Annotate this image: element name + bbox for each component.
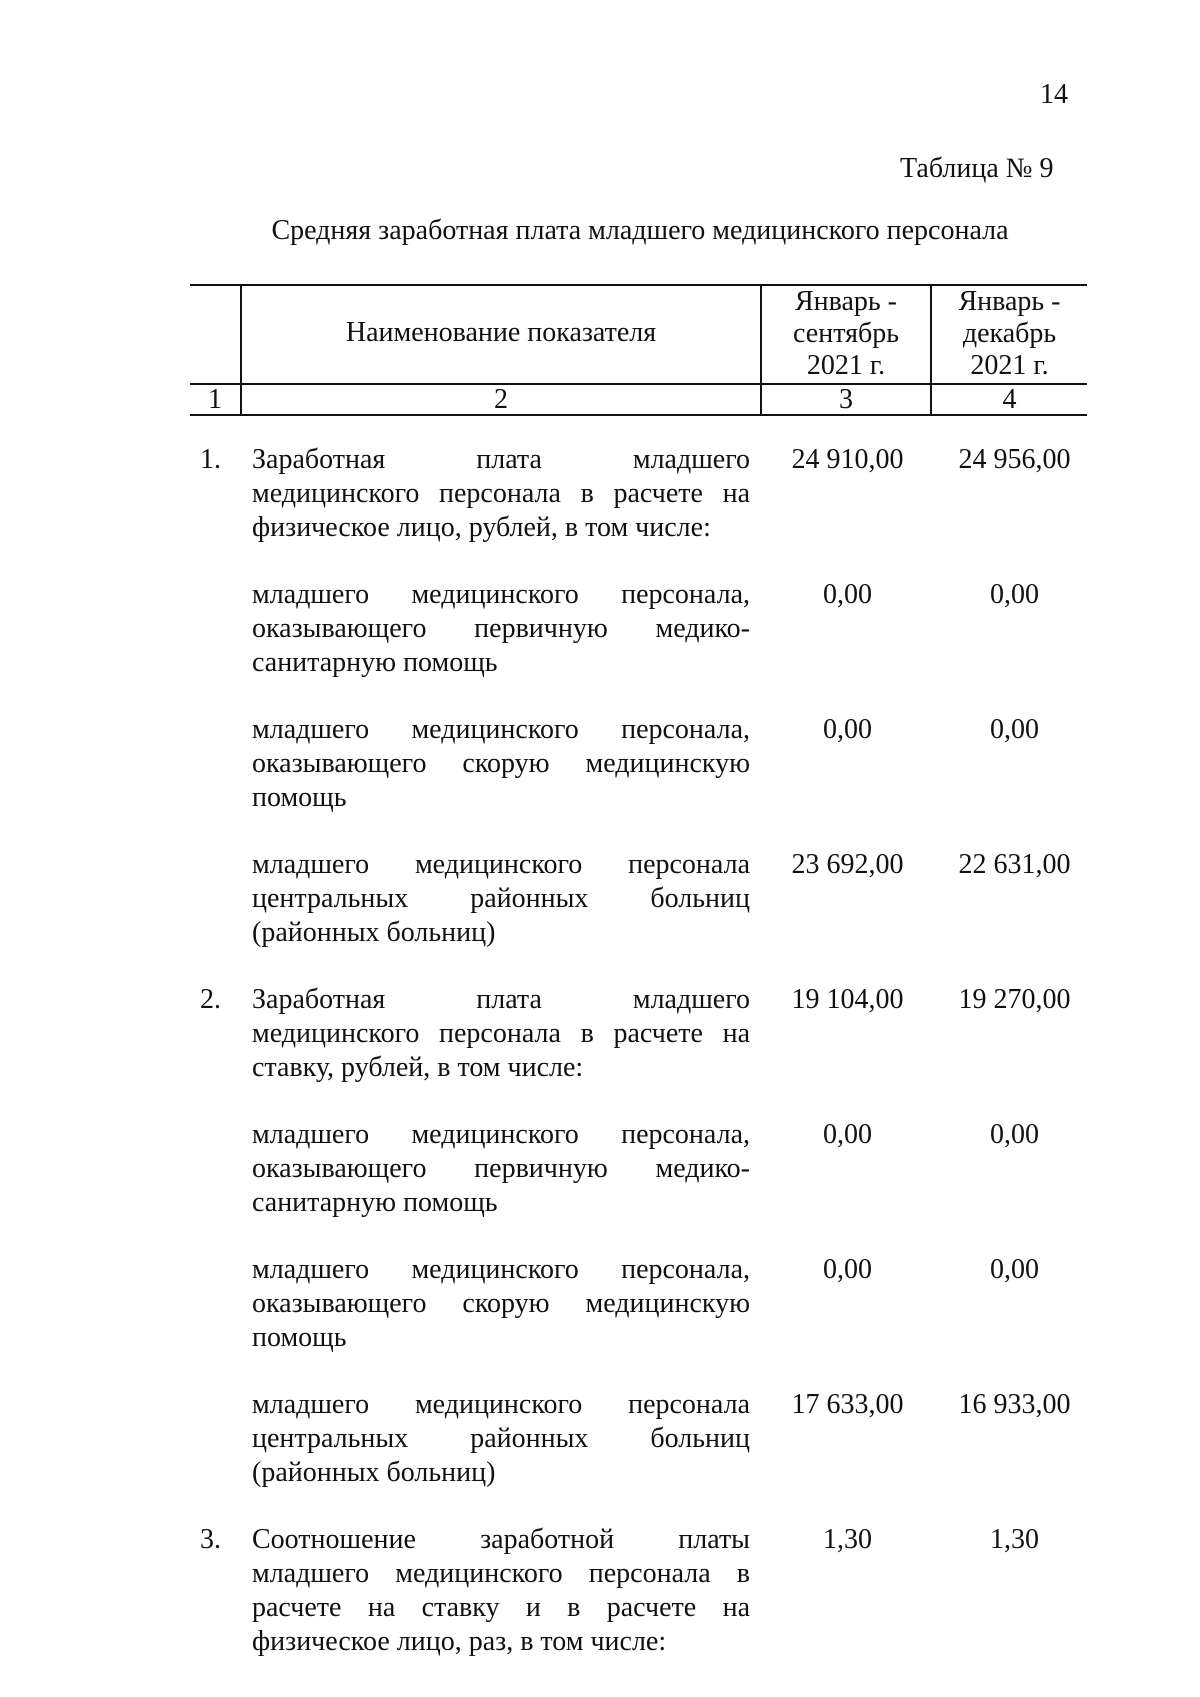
row-number: 2.	[200, 984, 221, 1015]
table-row	[190, 983, 1100, 1085]
row-description: младшего медицинского персонала центральных районных больниц (районных больниц)	[252, 849, 750, 948]
row-value-jan-sep: 23 692,00	[791, 849, 904, 880]
row-description: младшего медицинского персонала, оказывающего скорую медицинскую помощь	[252, 1254, 750, 1353]
header-col-3-line-1: Январь -	[794, 286, 898, 317]
row-value-jan-dec: 0,00	[990, 714, 1039, 745]
row-description: Заработная плата младшего медицинского персонала в расчете на ставку, рублей, в том числе:	[252, 984, 750, 1083]
row-description: младшего медицинского персонала, оказывающего первичную медико-санитарную помощь	[252, 579, 750, 678]
table-row	[190, 1118, 1100, 1220]
row-value-jan-sep: 0,00	[823, 1119, 872, 1150]
header-col-3-line-2: сентябрь	[793, 318, 899, 349]
row-number: 3.	[200, 1524, 221, 1555]
table-row	[190, 1253, 1100, 1355]
row-value-jan-sep: 19 104,00	[791, 984, 904, 1015]
header-col-4-line-2: декабрь	[962, 318, 1057, 349]
row-description: младшего медицинского персонала, оказывающего первичную медико-санитарную помощь	[252, 1119, 750, 1218]
row-value-jan-sep: 0,00	[823, 579, 872, 610]
row-value-jan-dec: 24 956,00	[958, 444, 1071, 475]
row-description: младшего медицинского персонала, оказывающего скорую медицинскую помощь	[252, 714, 750, 813]
row-value-jan-dec: 1,30	[990, 1524, 1039, 1555]
page-number: 14	[1040, 79, 1068, 110]
table-row	[190, 578, 1100, 680]
header-num-3: 3	[839, 384, 853, 415]
row-value-jan-dec: 0,00	[990, 579, 1039, 610]
header-col-3-line-3: 2021 г.	[806, 350, 886, 381]
row-value-jan-dec: 22 631,00	[958, 849, 1071, 880]
row-description: младшего медицинского персонала центральных районных больниц (районных больниц)	[252, 1389, 750, 1488]
header-col-4-line-3: 2021 г.	[970, 350, 1049, 381]
row-value-jan-sep: 0,00	[823, 714, 872, 745]
row-description: Заработная плата младшего медицинского персонала в расчете на физическое лицо, рублей, в том числе:	[252, 444, 750, 543]
row-value-jan-dec: 0,00	[990, 1119, 1039, 1150]
table-row	[190, 713, 1100, 815]
table-number: Таблица № 9	[900, 153, 1054, 184]
row-value-jan-dec: 16 933,00	[958, 1389, 1071, 1420]
table-row	[190, 848, 1100, 950]
table-row	[190, 1523, 1100, 1659]
row-number: 1.	[200, 444, 221, 475]
header-num-1: 1	[208, 384, 222, 415]
header-col-3	[762, 286, 930, 382]
row-value-jan-dec: 19 270,00	[958, 984, 1071, 1015]
table-body	[190, 443, 1100, 1692]
table-row	[190, 443, 1100, 545]
row-value-jan-sep: 17 633,00	[791, 1389, 904, 1420]
header-col-4-line-1: Январь -	[958, 286, 1061, 317]
header-num-2: 2	[494, 384, 508, 415]
header-col-4	[932, 286, 1087, 382]
table-row	[190, 1388, 1100, 1490]
row-value-jan-sep: 0,00	[823, 1254, 872, 1285]
row-description: Соотношение заработной платы младшего медицинского персонала в расчете на ставку и в расчете на физическое лицо, раз, в том числе:	[252, 1524, 750, 1657]
row-value-jan-sep: 24 910,00	[791, 444, 904, 475]
table-title: Средняя заработная плата младшего медицинского персонала	[271, 215, 1009, 246]
row-value-jan-dec: 0,00	[990, 1254, 1039, 1285]
header-num-4: 4	[1002, 384, 1017, 415]
header-col-name: Наименование показателя	[345, 317, 657, 348]
table-header	[190, 284, 1087, 416]
row-value-jan-sep: 1,30	[823, 1524, 872, 1555]
